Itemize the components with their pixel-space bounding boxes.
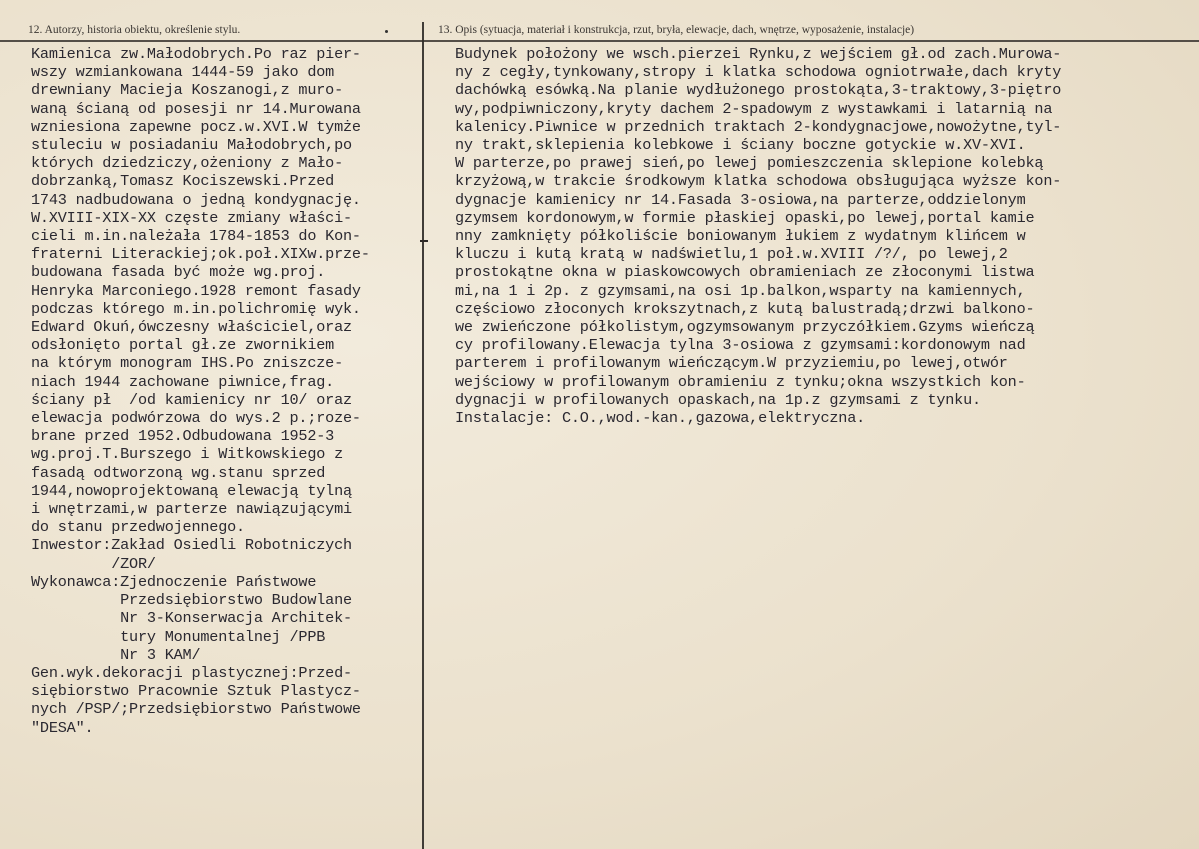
history-text-column bbox=[31, 45, 370, 737]
text-line: wzniesiona zapewne pocz.w.XVI.W tymże bbox=[31, 117, 361, 136]
text-line: do stanu przedwojennego. bbox=[31, 518, 245, 537]
text-line: kluczu i kutą kratą w nadświetlu,1 poł.w.XVIII /?/, po lewej,2 bbox=[455, 245, 1008, 264]
text-line: stuleciu w posiadaniu Małodobrych,po bbox=[31, 136, 352, 155]
text-line: "DESA". bbox=[31, 718, 94, 737]
text-line: niach 1944 zachowane piwnice,frag. bbox=[31, 372, 335, 391]
text-line: dygnacji w profilowanych opaskach,na 1p.z gzymsami z tynku. bbox=[455, 390, 981, 409]
margin-tick-mark bbox=[420, 240, 428, 242]
text-line: W.XVIII-XIX-XX częste zmiany właści- bbox=[31, 208, 352, 227]
text-line: cy profilowany.Elewacja tylna 3-osiowa z gzymsami:kordonowym nad bbox=[455, 336, 1026, 355]
text-line: Kamienica zw.Małodobrych.Po raz pier- bbox=[31, 45, 361, 63]
text-line: brane przed 1952.Odbudowana 1952-3 bbox=[31, 427, 335, 446]
text-line: Instalacje: C.O.,wod.-kan.,gazowa,elektryczna. bbox=[455, 409, 866, 428]
text-line: dobrzanką,Tomasz Kociszewski.Przed bbox=[31, 172, 335, 191]
text-line: fraterni Literackiej;ok.poł.XIXw.prze- bbox=[31, 245, 370, 264]
text-line: elewacja podwórzowa do wys.2 p.;roze- bbox=[31, 409, 361, 428]
text-line: Nr 3-Konserwacja Architek- bbox=[31, 609, 352, 628]
header-divider bbox=[0, 40, 1199, 42]
text-line: częściowo złoconych krokszytnach,z kutą balustradą;drzwi balkono- bbox=[455, 299, 1035, 318]
text-line: których dziedziczy,ożeniony z Mało- bbox=[31, 154, 343, 173]
section-12-header: 12. Autorzy, historia obiektu, określenie stylu. bbox=[28, 24, 241, 36]
column-divider bbox=[422, 22, 424, 849]
text-line: Henryka Marconiego.1928 remont fasady bbox=[31, 281, 361, 300]
text-line: cieli m.in.należała 1784-1853 do Kon- bbox=[31, 227, 361, 246]
text-line: kalenicy.Piwnice w przednich traktach 2-kondygnacjowe,nowożytne,tyl- bbox=[455, 117, 1062, 136]
text-line: prostokątne okna w piaskowcowych obramieniach ze złoconymi listwa bbox=[455, 263, 1035, 282]
text-line: wejściowy w profilowanym obramieniu z tynku;okna wszystkich kon- bbox=[455, 372, 1026, 391]
text-line: Nr 3 KAM/ bbox=[31, 645, 201, 664]
text-line: we zwieńczone półkolistym,ogzymsowanym przyczółkiem.Gzyms wieńczą bbox=[455, 318, 1035, 337]
text-line: 1944,nowoprojektowaną elewacją tylną bbox=[31, 481, 352, 500]
text-line: Edward Okuń,ówczesny właściciel,oraz bbox=[31, 318, 352, 337]
text-line: parterem i profilowanym wieńczącym.W przyziemiu,po lewej,otwór bbox=[455, 354, 1008, 373]
text-line: W parterze,po prawej sień,po lewej pomieszczenia sklepione kolebką bbox=[455, 154, 1044, 173]
text-line: Przedsiębiorstwo Budowlane bbox=[31, 591, 352, 610]
text-line: ściany pł /od kamienicy nr 10/ oraz bbox=[31, 390, 352, 409]
text-line: Gen.wyk.dekoracji plastycznej:Przed- bbox=[31, 663, 352, 682]
text-line: 1743 nadbudowana o jedną kondygnację. bbox=[31, 190, 361, 209]
ink-dot bbox=[385, 30, 388, 33]
text-line: siębiorstwo Pracownie Sztuk Plastycz- bbox=[31, 682, 361, 701]
text-line: nny zamknięty półkoliście boniowanym łukiem z wydatnym klińcem w bbox=[455, 227, 1026, 246]
text-line: wy,podpiwniczony,kryty dachem 2-spadowym z wystawkami i latarnią na bbox=[455, 99, 1053, 118]
text-line: /ZOR/ bbox=[31, 554, 156, 573]
text-line: budowana fasada być może wg.proj. bbox=[31, 263, 326, 282]
text-line: dygnacje kamienicy nr 14.Fasada 3-osiowa,na parterze,oddzielonym bbox=[455, 190, 1026, 209]
text-line: ny z cegły,tynkowany,stropy i klatka schodowa ogniotrwałe,dach kryty bbox=[455, 63, 1062, 82]
text-line: nych /PSP/;Przedsiębiorstwo Państwowe bbox=[31, 700, 361, 719]
text-line: i wnętrzami,w parterze nawiązującymi bbox=[31, 500, 352, 519]
text-line: na którym monogram IHS.Po zniszcze- bbox=[31, 354, 343, 373]
text-line: Wykonawca:Zjednoczenie Państwowe bbox=[31, 572, 317, 591]
text-line: podczas którego m.in.polichromię wyk. bbox=[31, 299, 361, 318]
text-line: gzymsem kordonowym,w formie płaskiej opaski,po lewej,portal kamie bbox=[455, 208, 1035, 227]
text-line: fasadą odtworzoną wg.stanu sprzed bbox=[31, 463, 326, 482]
text-line: wg.proj.T.Burszego i Witkowskiego z bbox=[31, 445, 343, 464]
text-line: Budynek położony we wsch.pierzei Rynku,z wejściem gł.od zach.Murowa- bbox=[455, 45, 1062, 63]
text-line: tury Monumentalnej /PPB bbox=[31, 627, 326, 646]
text-line: Inwestor:Zakład Osiedli Robotniczych bbox=[31, 536, 352, 555]
text-line: dachówką esówką.Na planie wydłużonego prostokąta,3-traktowy,3-piętro bbox=[455, 81, 1062, 100]
text-line: ny trakt,sklepienia kolebkowe i ściany boczne gotyckie w.XV-XVI. bbox=[455, 136, 1026, 155]
text-line: wszy wzmiankowana 1444-59 jako dom bbox=[31, 63, 335, 82]
text-line: waną ścianą od posesji nr 14.Murowana bbox=[31, 99, 361, 118]
section-13-header: 13. Opis (sytuacja, materiał i konstrukcja, rzut, bryła, elewacje, dach, wnętrze, wyposażenie, instalacje) bbox=[438, 24, 915, 36]
description-text-column bbox=[455, 45, 1061, 427]
text-line: odsłonięto portal gł.ze zwornikiem bbox=[31, 336, 335, 355]
text-line: mi,na 1 i 2p. z gzymsami,na osi 1p.balkon,wsparty na kamiennych, bbox=[455, 281, 1026, 300]
text-line: drewniany Macieja Koszanogi,z muro- bbox=[31, 81, 343, 100]
text-line: krzyżową,w trakcie środkowym klatka schodowa obsługująca wyższe kon- bbox=[455, 172, 1062, 191]
